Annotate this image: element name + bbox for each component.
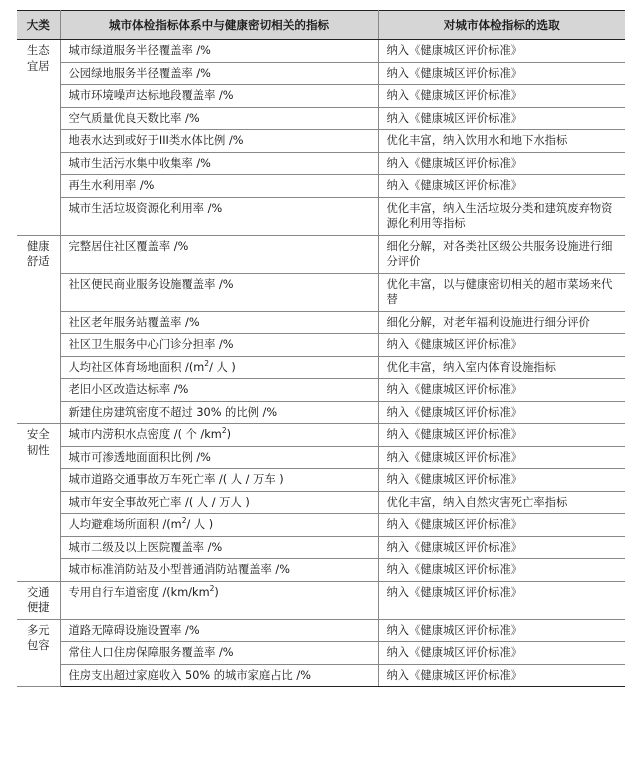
selection-cell: 纳入《健康城区评价标准》 (378, 152, 625, 175)
selection-cell: 纳入《健康城区评价标准》 (378, 40, 625, 63)
indicator-cell: 道路无障碍设施设置率 /% (60, 619, 378, 642)
indicator-table (17, 10, 625, 687)
table-row (17, 235, 625, 273)
indicator-cell: 人均社区体育场地面积 $/(m^2/$ 人 ) (60, 356, 378, 379)
indicator-cell: 城市生活污水集中收集率 /% (60, 152, 378, 175)
indicator-cell: 城市绿道服务半径覆盖率 /% (60, 40, 378, 63)
indicator-cell: 地表水达到或好于III类水体比例 /% (60, 130, 378, 153)
table-row (17, 107, 625, 130)
table-row (17, 424, 625, 447)
selection-cell: 纳入《健康城区评价标准》 (378, 379, 625, 402)
table-row (17, 356, 625, 379)
table-row (17, 40, 625, 63)
table-row (17, 469, 625, 492)
indicator-cell: 城市标准消防站及小型普通消防站覆盖率 /% (60, 559, 378, 582)
category-cell: 安全 韧性 (17, 424, 60, 582)
table-row (17, 152, 625, 175)
selection-cell: 纳入《健康城区评价标准》 (378, 446, 625, 469)
selection-cell: 纳入《健康城区评价标准》 (378, 62, 625, 85)
indicator-cell: 老旧小区改造达标率 /% (60, 379, 378, 402)
indicator-cell: 专用自行车道密度 $/(km/km^2)$ (60, 581, 378, 619)
indicator-cell: 城市生活垃圾资源化利用率 /% (60, 197, 378, 235)
table-row (17, 559, 625, 582)
table-row (17, 311, 625, 334)
category-cell: 多元 包容 (17, 619, 60, 687)
indicator-cell: 新建住房建筑密度不超过 30% 的比例 /% (60, 401, 378, 424)
indicator-cell: 城市内涝积水点密度 /( 个 $/km^2$) (60, 424, 378, 447)
indicator-cell: 城市二级及以上医院覆盖率 /% (60, 536, 378, 559)
header-indicator: 城市体检指标体系中与健康密切相关的指标 (60, 11, 378, 40)
table-row (17, 62, 625, 85)
table-row (17, 446, 625, 469)
selection-cell: 纳入《健康城区评价标准》 (378, 642, 625, 665)
selection-cell: 纳入《健康城区评价标准》 (378, 514, 625, 537)
selection-cell: 优化丰富，纳入室内体育设施指标 (378, 356, 625, 379)
table-row (17, 273, 625, 311)
header-row (17, 11, 625, 40)
selection-cell: 细化分解，对老年福利设施进行细分评价 (378, 311, 625, 334)
indicator-cell: 空气质量优良天数比率 /% (60, 107, 378, 130)
table-row (17, 334, 625, 357)
header-category: 大类 (17, 11, 60, 40)
selection-cell: 优化丰富，纳入自然灾害死亡率指标 (378, 491, 625, 514)
table-row (17, 642, 625, 665)
indicator-cell: 社区卫生服务中心门诊分担率 /% (60, 334, 378, 357)
table-row (17, 514, 625, 537)
table-row (17, 491, 625, 514)
indicator-cell: 完整居住社区覆盖率 /% (60, 235, 378, 273)
table-row (17, 401, 625, 424)
indicator-cell: 城市可渗透地面面积比例 /% (60, 446, 378, 469)
indicator-cell: 城市年安全事故死亡率 /( 人 / 万人 ) (60, 491, 378, 514)
indicator-cell: 常住人口住房保障服务覆盖率 /% (60, 642, 378, 665)
selection-cell: 优化丰富，纳入饮用水和地下水指标 (378, 130, 625, 153)
selection-cell: 细化分解，对各类社区级公共服务设施进行细分评价 (378, 235, 625, 273)
selection-cell: 纳入《健康城区评价标准》 (378, 664, 625, 687)
selection-cell: 纳入《健康城区评价标准》 (378, 581, 625, 619)
indicator-cell: 再生水利用率 /% (60, 175, 378, 198)
category-cell: 生态 宜居 (17, 40, 60, 236)
selection-cell: 纳入《健康城区评价标准》 (378, 559, 625, 582)
table-row (17, 581, 625, 619)
selection-cell: 纳入《健康城区评价标准》 (378, 536, 625, 559)
selection-cell: 纳入《健康城区评价标准》 (378, 619, 625, 642)
selection-cell: 纳入《健康城区评价标准》 (378, 424, 625, 447)
selection-cell: 纳入《健康城区评价标准》 (378, 469, 625, 492)
header-selection: 对城市体检指标的选取 (378, 11, 625, 40)
table-row (17, 379, 625, 402)
indicator-cell: 公园绿地服务半径覆盖率 /% (60, 62, 378, 85)
selection-cell: 纳入《健康城区评价标准》 (378, 175, 625, 198)
selection-cell: 纳入《健康城区评价标准》 (378, 107, 625, 130)
selection-cell: 优化丰富，纳入生活垃圾分类和建筑废弃物资源化利用等指标 (378, 197, 625, 235)
table-row (17, 85, 625, 108)
table-row (17, 619, 625, 642)
selection-cell: 纳入《健康城区评价标准》 (378, 401, 625, 424)
indicator-cell: 人均避难场所面积 $/(m^2/$ 人 ) (60, 514, 378, 537)
table-row (17, 197, 625, 235)
table-row (17, 664, 625, 687)
indicator-cell: 城市环境噪声达标地段覆盖率 /% (60, 85, 378, 108)
table-row (17, 536, 625, 559)
table-row (17, 175, 625, 198)
indicator-cell: 城市道路交通事故万车死亡率 /( 人 / 万车 ) (60, 469, 378, 492)
indicator-cell: 社区便民商业服务设施覆盖率 /% (60, 273, 378, 311)
selection-cell: 纳入《健康城区评价标准》 (378, 334, 625, 357)
category-cell: 健康 舒适 (17, 235, 60, 424)
selection-cell: 优化丰富，以与健康密切相关的超市菜场来代替 (378, 273, 625, 311)
category-cell: 交通 便捷 (17, 581, 60, 619)
indicator-cell: 社区老年服务站覆盖率 /% (60, 311, 378, 334)
table-row (17, 130, 625, 153)
indicator-cell: 住房支出超过家庭收入 50% 的城市家庭占比 /% (60, 664, 378, 687)
selection-cell: 纳入《健康城区评价标准》 (378, 85, 625, 108)
